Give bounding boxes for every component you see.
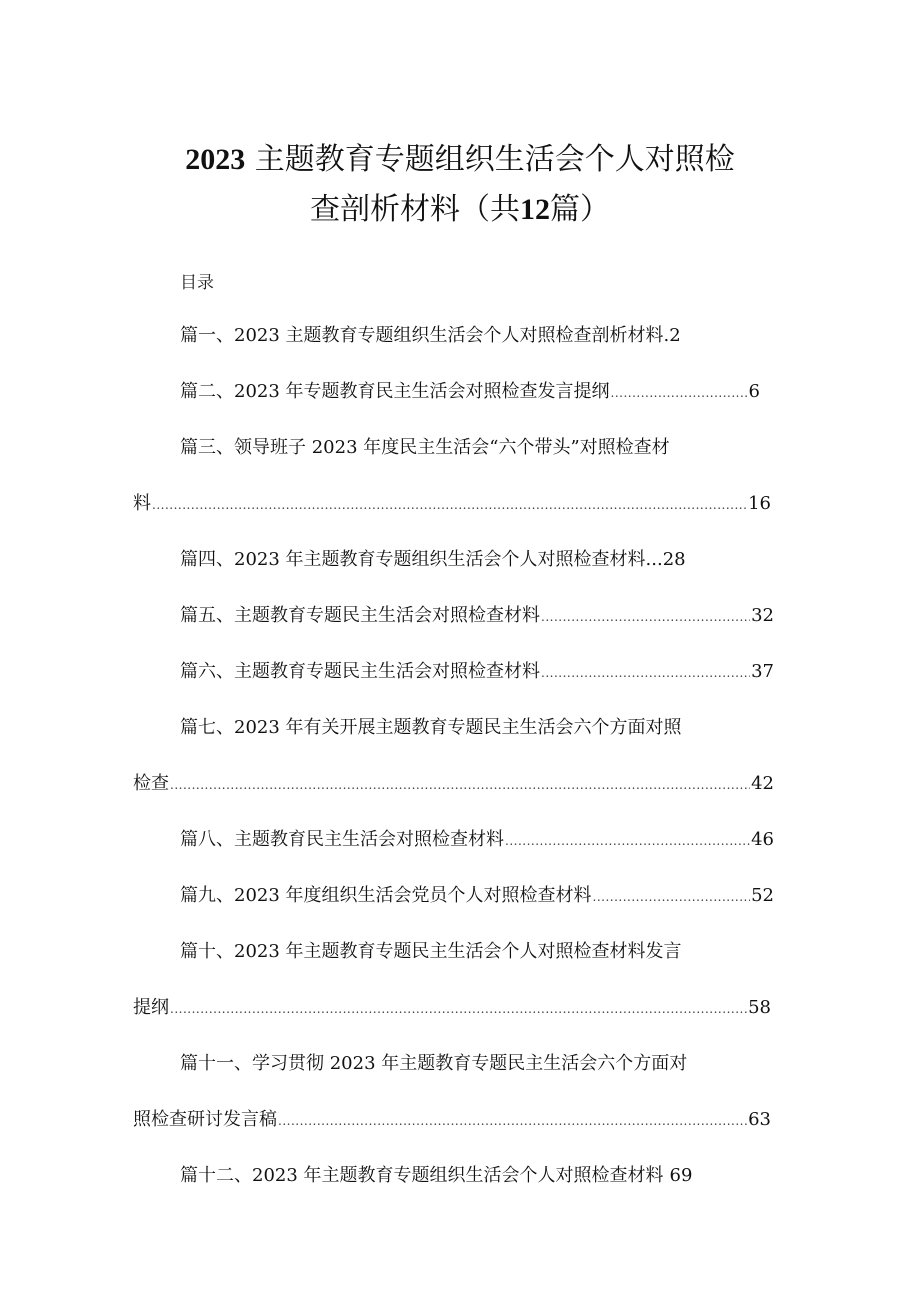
document-title-line-1 bbox=[120, 136, 800, 184]
toc-entry-title: 篇九、2023 年度组织生活会党员个人对照检查材料 bbox=[180, 885, 592, 906]
toc-entry-1[interactable] bbox=[180, 321, 720, 351]
toc-entry-title-cont: 检查 bbox=[133, 773, 169, 794]
title-count: 12 bbox=[520, 193, 550, 226]
toc-entry-title-cont: 料 bbox=[133, 493, 151, 514]
toc-leader-dots bbox=[611, 386, 748, 400]
toc-leader-dots bbox=[152, 498, 747, 512]
toc-entry-10-cont[interactable] bbox=[133, 993, 771, 1023]
toc-entry-3[interactable] bbox=[180, 433, 780, 463]
toc-entry-title: 篇八、主题教育民主生活会对照检查材料 bbox=[180, 829, 504, 850]
toc-entry-10[interactable] bbox=[180, 937, 780, 967]
toc-leader-dots bbox=[170, 1002, 747, 1016]
toc-entry-page: 37 bbox=[751, 661, 774, 682]
toc-entry-8[interactable] bbox=[180, 825, 774, 855]
toc-entry-page: 28 bbox=[662, 549, 686, 570]
toc-leader-dots bbox=[541, 666, 750, 680]
toc-entry-title: 篇三、领导班子 2023 年度民主生活会“六个带头”对照检查材 bbox=[180, 437, 670, 458]
toc-leader-dots bbox=[278, 1114, 747, 1128]
toc-entry-5[interactable] bbox=[180, 601, 774, 631]
toc-entry-11-cont[interactable] bbox=[133, 1105, 771, 1135]
toc-entry-page: 32 bbox=[751, 605, 774, 626]
toc-entry-3-cont[interactable] bbox=[133, 489, 771, 519]
toc-entry-page: 16 bbox=[748, 493, 771, 514]
toc-entry-page: 69 bbox=[669, 1165, 693, 1186]
toc-entry-title: 篇十、2023 年主题教育专题民主生活会个人对照检查材料发言 bbox=[180, 941, 682, 962]
toc-entry-7-cont[interactable] bbox=[133, 769, 774, 799]
toc-entry-6[interactable] bbox=[180, 657, 774, 687]
toc-entry-title-cont: 提纲 bbox=[133, 997, 169, 1018]
toc-entry-title: 篇五、主题教育专题民主生活会对照检查材料 bbox=[180, 605, 540, 626]
title-text-2a: 查剖析材料（共 bbox=[310, 192, 520, 227]
title-text-1: 主题教育专题组织生活会个人对照检 bbox=[254, 142, 735, 177]
title-year: 2023 bbox=[185, 143, 246, 176]
toc-entry-page: 63 bbox=[748, 1109, 771, 1130]
toc-entry-title: 篇十二、2023 年主题教育专题组织生活会个人对照检查材料 bbox=[180, 1165, 664, 1186]
toc-entry-page: 46 bbox=[751, 829, 774, 850]
toc-entry-12[interactable] bbox=[180, 1161, 760, 1191]
toc-entry-page: 58 bbox=[748, 997, 771, 1018]
toc-entry-title: 篇六、主题教育专题民主生活会对照检查材料 bbox=[180, 661, 540, 682]
toc-entry-4[interactable] bbox=[180, 545, 740, 575]
toc-entry-page: 42 bbox=[751, 773, 774, 794]
toc-leader-dots bbox=[541, 610, 750, 624]
document-title-line-2 bbox=[120, 186, 800, 234]
toc-entry-2[interactable] bbox=[180, 377, 760, 407]
toc-entry-11[interactable] bbox=[180, 1049, 780, 1079]
toc-entry-title: 篇十一、学习贯彻 2023 年主题教育专题民主生活会六个方面对 bbox=[180, 1053, 688, 1074]
toc-leader-dots bbox=[593, 890, 751, 904]
toc-entry-title-cont: 照检查研讨发言稿 bbox=[133, 1109, 277, 1130]
toc-entry-7[interactable] bbox=[180, 713, 780, 743]
toc-entry-title: 篇七、2023 年有关开展主题教育专题民主生活会六个方面对照 bbox=[180, 717, 682, 738]
toc-entry-page: 6 bbox=[748, 381, 760, 402]
toc-entry-title: 篇二、2023 年专题教育民主生活会对照检查发言提纲 bbox=[180, 381, 610, 402]
toc-entry-page: 52 bbox=[751, 885, 774, 906]
title-text-2b: 篇） bbox=[550, 192, 610, 227]
toc-entry-title: 篇四、2023 年主题教育专题组织生活会个人对照检查材料... bbox=[180, 549, 663, 570]
toc-heading: 目录 bbox=[180, 273, 214, 293]
toc-leader-dots bbox=[170, 778, 750, 792]
toc-entry-9[interactable] bbox=[180, 881, 774, 911]
toc-leader-dots bbox=[505, 834, 750, 848]
toc-entry-title: 篇一、2023 主题教育专题组织生活会个人对照检查剖析材料. bbox=[180, 325, 670, 346]
toc-entry-page: 2 bbox=[669, 325, 681, 346]
